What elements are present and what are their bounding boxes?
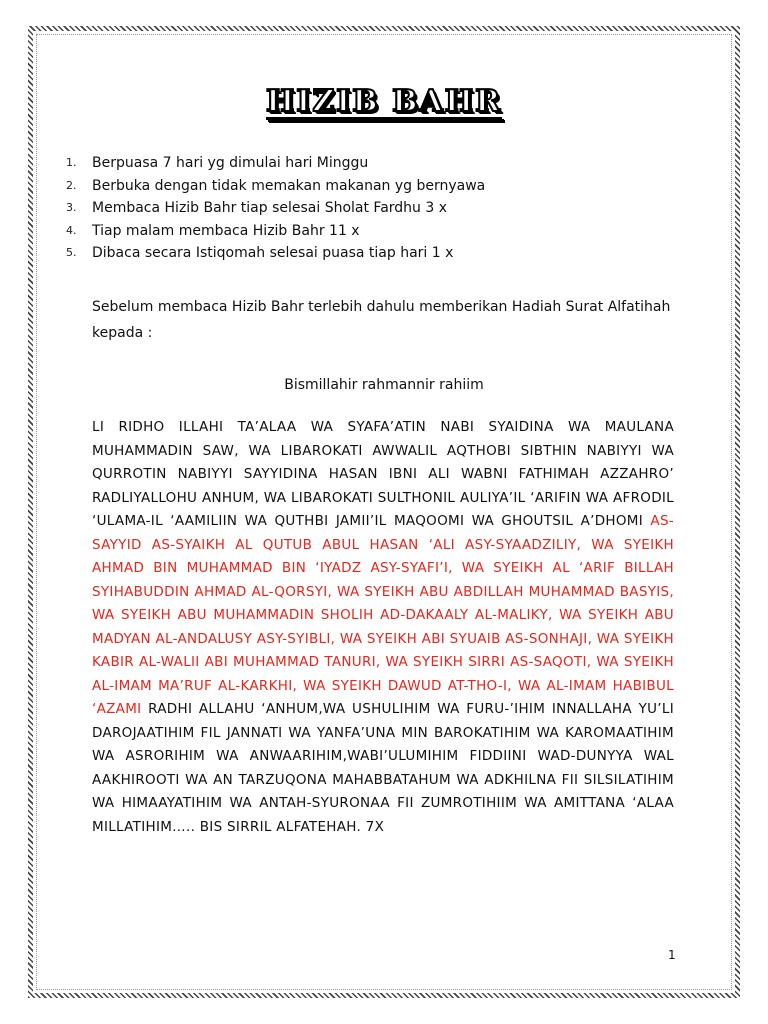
list-item-number: 2. bbox=[66, 178, 77, 192]
list-item-number: 1. bbox=[66, 156, 77, 169]
prayer-text-part-2: RADHI ALLAHU ‘ANHUM,WA USHULIHIM WA FURU-’IHIM INNALLAHA YU’LI DAROJAATIHIM FIL JANNATI WA YANFA’UNA MIN BAROKATIHIM WA KAROMAATIHIM WA ASRORIHIM WA ANWAARIHIM,WABI’ULUMIHIM FIDDIINI WAD-DUNYYA WAL AAKHIROOTI WA AN TARZUQONA MAHABBATAHUM WA ADKHILNA FII SILSILATIHIM WA HIMAAYATIHIM WA ANTAH-SYURONAA FII ZUMROTIHIIM WA AMITTANA ‘ALAA MILLATIHIM….. BIS SIRRIL ALFATEHAH. 7X bbox=[92, 701, 674, 835]
list-item-text: Berbuka dengan tidak memakan makanan yg bernyawa bbox=[92, 177, 486, 194]
list-item-text: Dibaca secara Istiqomah selesai puasa tiap hari 1 x bbox=[92, 245, 454, 261]
list-item bbox=[66, 175, 686, 198]
list-item bbox=[66, 152, 686, 175]
list-item bbox=[66, 197, 686, 220]
bismillah-heading: Bismillahir rahmannir rahiim bbox=[284, 377, 484, 393]
list-item-number: 5. bbox=[66, 246, 77, 259]
intro-paragraph: Sebelum membaca Hizib Bahr terlebih dahulu memberikan Hadiah Surat Alfatihah kepada : bbox=[92, 299, 671, 341]
list-item-text: Membaca Hizib Bahr tiap selesai Sholat Fardhu 3 x bbox=[92, 200, 448, 216]
list-item-number: 4. bbox=[66, 223, 77, 237]
document-title: HIZIB BAHR bbox=[265, 84, 503, 119]
list-item bbox=[66, 242, 686, 265]
prayer-text-highlighted-names: AS-SAYYID AS-SYAIKH AL QUTUB ABUL HASAN ‘ALI ASY-SYAADZILIY, WA SYEIKH AHMAD BIN MUHAMMAD BIN ‘IYADZ ASY-SYAFI’I, WA SYEIKH AL ‘ARIF BILLAH SYIHABUDDIN AHMAD AL-QORSYI, WA SYEIKH ABU ABDILLAH MUHAMMAD BASYIS, WA SYEIKH ABU MUHAMMADIN SHOLIH AD-DAKAALY AL-MALIKY, WA SYEIKH ABU MADYAN AL-ANDALUSY ASY-SYIBLI, WA SYEIKH ABI SYUAIB AS-SONHAJI, WA SYEIKH KABIR AL-WALII ABI MUHAMMAD TANURI, WA SYEIKH SIRRI AS-SAQOTI, WA SYEIKH AL-IMAM MA’RUF AL-KARKHI, WA SYEIKH DAWUD AT-THO-I, WA AL-IMAM HABIBUL ‘AZAMI bbox=[92, 513, 674, 717]
list-item-number: 3. bbox=[66, 201, 77, 214]
prayer-paragraph bbox=[92, 416, 674, 839]
list-item bbox=[66, 220, 686, 243]
steps-list bbox=[66, 152, 686, 265]
list-item-text: Tiap malam membaca Hizib Bahr 11 x bbox=[92, 222, 360, 239]
prayer-text-part-1: LI RIDHO ILLAHI TA’ALAA WA SYAFA’ATIN NABI SYAIDINA WA MAULANA MUHAMMADIN SAW, WA LIBAROKATI AWWALIL AQTHOBI SIBTHIN NABIYYI WA QURROTIN NABIYYI SAYYIDINA HASAN IBNI ALI WABNI FATHIMAH AZZAHRO’ RADLIYALLOHU ANHUM, WA LIBAROKATI SULTHONIL AULIYA’IL ‘ARIFIN WA AFRODIL ‘ULAMA-IL ‘AAMILIIN WA QUTHBI JAMII’IL MAQOOMI WA GHOUTSIL A’DHOMI bbox=[92, 419, 674, 529]
page-number: 1 bbox=[668, 948, 676, 962]
list-item-text: Berpuasa 7 hari yg dimulai hari Minggu bbox=[92, 155, 369, 171]
